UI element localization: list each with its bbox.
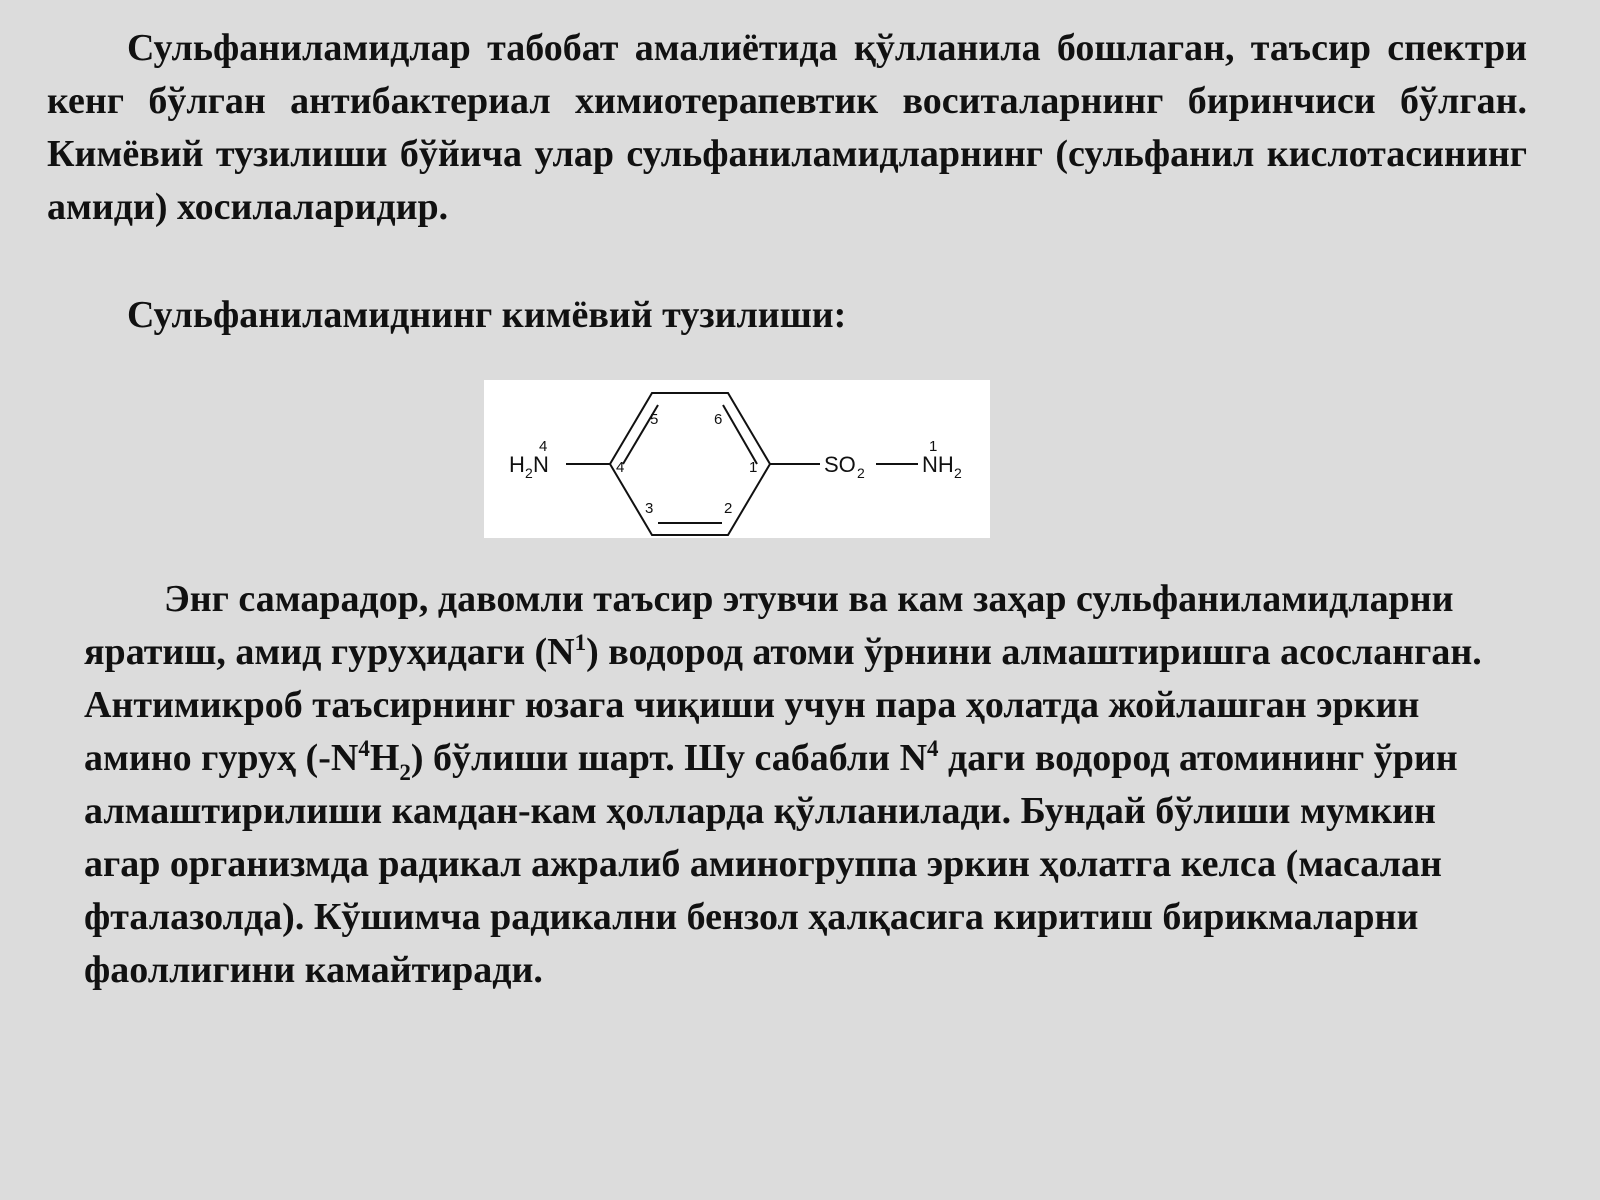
- ring-number-2: 2: [724, 500, 733, 517]
- main-text-part-3: H: [369, 737, 400, 779]
- ring-number-6: 6: [714, 411, 723, 428]
- double-bonds: [623, 405, 757, 523]
- n4-superscript-2: 4: [927, 736, 939, 761]
- left-n-label: N: [533, 452, 549, 477]
- main-text-part-1: Энг самарадор, давомли таъсир этувчи ва кам заҳар сульфаниламидларни яратиш, амид гуруҳидаги (N: [84, 578, 1454, 673]
- left-h-label: H: [509, 452, 525, 477]
- main-paragraph: [84, 573, 1504, 997]
- structure-heading: Сульфаниламиднинг кимёвий тузилиши:: [127, 294, 847, 336]
- n1-number: 1: [929, 438, 938, 455]
- so2-label: SO: [824, 452, 856, 477]
- n4-superscript: 4: [358, 736, 370, 761]
- so2-subscript: 2: [857, 465, 865, 481]
- ring-number-4: 4: [616, 459, 625, 476]
- n4-number: 4: [539, 438, 548, 455]
- right-nh-label: NH: [922, 452, 954, 477]
- sulfanilamide-structure: [484, 380, 990, 538]
- main-text-part-4: ) бўлиши шарт. Шу сабабли N: [410, 737, 928, 779]
- benzene-ring: [610, 393, 770, 535]
- right-nh-subscript: 2: [954, 465, 962, 481]
- structure-diagram: [484, 380, 990, 538]
- left-h-subscript: 2: [525, 465, 533, 481]
- ring-number-1: 1: [749, 459, 758, 476]
- n1-superscript: 1: [574, 630, 587, 655]
- ring-number-3: 3: [645, 500, 654, 517]
- intro-paragraph: Сульфаниламидлар табобат амалиётида қўлланила бошлаган, таъсир спектри кенг бўлган антибактериал химиотерапевтик воситаларнинг биринчиси бўлган. Кимёвий тузилиши бўйича улар сульфаниламидларнинг (сульфанил кислотасининг амиди) хосилаларидир.: [47, 27, 1527, 228]
- ring-number-5: 5: [650, 411, 659, 428]
- main-text-part-2: ) водород атоми ўрнини алмаштиришга асосланган. Антимикроб таъсирнинг юзага чиқиши учун пара ҳолатда жойлашган эркин амино гуруҳ (-N: [84, 631, 1482, 779]
- main-text-part-5: даги водород атомининг ўрин алмаштирилиши камдан-кам ҳолларда қўлланилади. Бундай бўлиши мумкин агар организмда радикал ажралиб аминогруппа эркин ҳолатга келса (масалан фталазолда). Кўшимча радикални бензол ҳалқасига киритиш бирикмаларни фаоллигини камайтиради.: [84, 737, 1458, 991]
- h2-subscript: 2: [399, 760, 411, 785]
